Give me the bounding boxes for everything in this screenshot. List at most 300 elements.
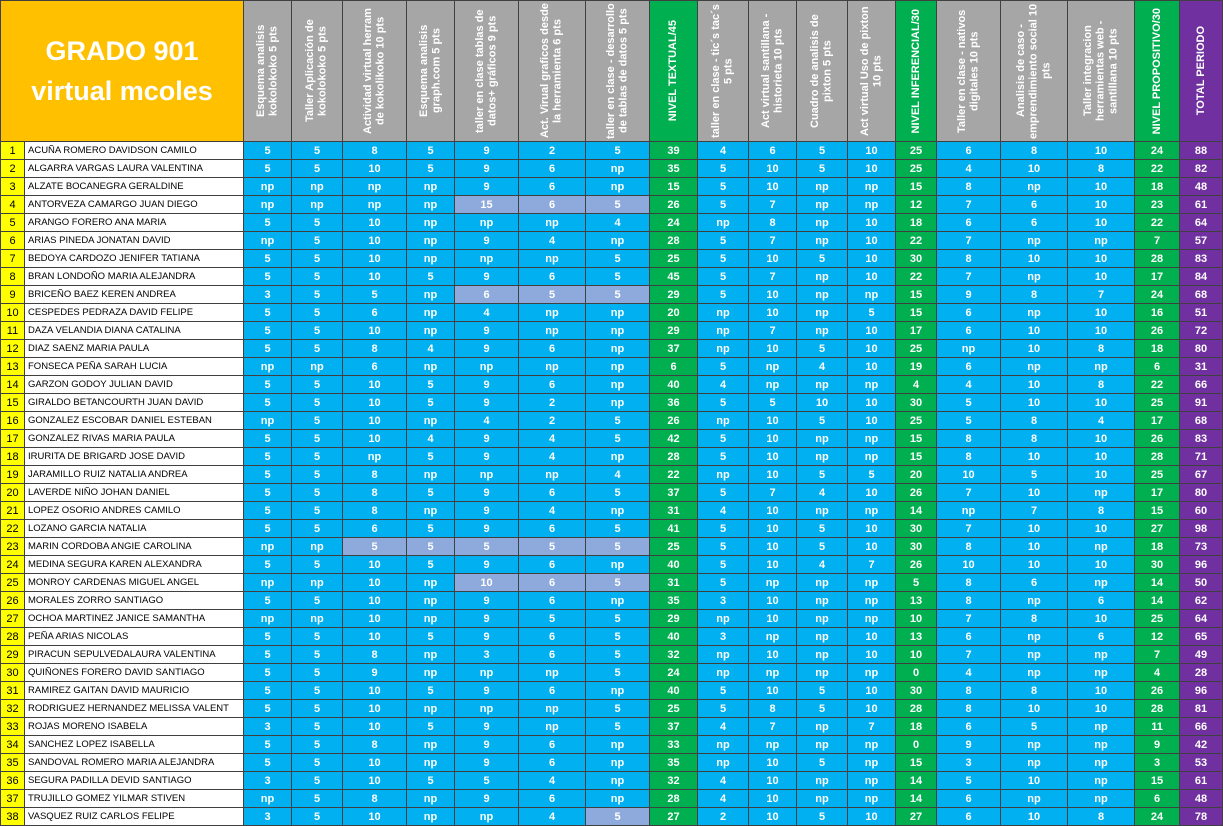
student-name[interactable]: ACUÑA ROMERO DAVIDSON CAMILO [25,142,244,160]
score-cell[interactable]: np [698,340,749,358]
student-name[interactable]: MORALES ZORRO SANTIAGO [25,592,244,610]
score-cell[interactable]: 5 [292,556,343,574]
score-cell[interactable]: 9 [937,736,1001,754]
nivel-score-cell[interactable]: 27 [896,808,937,826]
score-cell[interactable]: np [698,466,749,484]
score-cell[interactable]: 5 [407,376,455,394]
nivel-score-cell[interactable]: 20 [650,304,698,322]
score-cell[interactable]: 5 [407,682,455,700]
nivel-score-cell[interactable]: 20 [896,466,937,484]
score-cell[interactable]: 5 [244,484,292,502]
score-cell[interactable]: 5 [698,178,749,196]
score-cell[interactable]: 8 [1068,160,1135,178]
row-number[interactable]: 12 [1,340,25,358]
score-cell[interactable]: 10 [343,232,407,250]
score-cell[interactable]: np [1068,538,1135,556]
score-cell[interactable]: np [937,340,1001,358]
score-cell[interactable]: np [343,196,407,214]
score-cell[interactable]: 7 [749,268,797,286]
total-score-cell[interactable]: 48 [1180,790,1223,808]
score-cell[interactable]: 6 [937,790,1001,808]
score-cell[interactable]: 5 [797,142,848,160]
nivel-score-cell[interactable]: 14 [1135,592,1180,610]
score-cell[interactable]: 5 [244,682,292,700]
score-cell[interactable]: np [698,322,749,340]
row-number[interactable]: 15 [1,394,25,412]
total-score-cell[interactable]: 64 [1180,610,1223,628]
score-cell[interactable]: 10 [1068,430,1135,448]
score-cell[interactable]: 10 [1001,520,1068,538]
row-number[interactable]: 8 [1,268,25,286]
nivel-score-cell[interactable]: 26 [650,412,698,430]
nivel-score-cell[interactable]: 30 [896,394,937,412]
score-cell[interactable]: 5 [1001,718,1068,736]
score-cell[interactable]: 10 [749,520,797,538]
nivel-score-cell[interactable]: 15 [1135,772,1180,790]
total-score-cell[interactable]: 98 [1180,520,1223,538]
score-cell[interactable]: 8 [1001,430,1068,448]
score-cell[interactable]: np [407,502,455,520]
row-number[interactable]: 29 [1,646,25,664]
nivel-score-cell[interactable]: 22 [1135,214,1180,232]
score-cell[interactable]: 5 [586,808,650,826]
total-score-cell[interactable]: 68 [1180,286,1223,304]
score-cell[interactable]: 7 [848,556,896,574]
score-cell[interactable]: 6 [519,556,586,574]
score-cell[interactable]: np [407,412,455,430]
score-cell[interactable]: np [586,394,650,412]
score-cell[interactable]: np [749,628,797,646]
score-cell[interactable]: 2 [519,394,586,412]
total-score-cell[interactable]: 28 [1180,664,1223,682]
score-cell[interactable]: np [797,322,848,340]
nivel-score-cell[interactable]: 30 [896,520,937,538]
student-name[interactable]: LAVERDE NIÑO JOHAN DANIEL [25,484,244,502]
score-cell[interactable]: np [244,196,292,214]
score-cell[interactable]: 5 [1001,466,1068,484]
score-cell[interactable]: 5 [343,538,407,556]
score-cell[interactable]: np [848,790,896,808]
score-cell[interactable]: 10 [749,610,797,628]
row-number[interactable]: 10 [1,304,25,322]
score-cell[interactable]: 9 [455,790,519,808]
score-cell[interactable]: 9 [455,232,519,250]
nivel-score-cell[interactable]: 42 [650,430,698,448]
nivel-score-cell[interactable]: 22 [650,466,698,484]
score-cell[interactable]: 10 [848,250,896,268]
score-cell[interactable]: 5 [848,466,896,484]
score-cell[interactable]: 5 [586,520,650,538]
score-cell[interactable]: 10 [1001,538,1068,556]
score-cell[interactable]: 4 [1068,412,1135,430]
score-cell[interactable]: 8 [937,592,1001,610]
score-cell[interactable]: 10 [1001,160,1068,178]
score-cell[interactable]: 5 [292,412,343,430]
score-cell[interactable]: np [1001,736,1068,754]
nivel-score-cell[interactable]: 24 [1135,808,1180,826]
score-cell[interactable]: 10 [343,268,407,286]
score-cell[interactable]: np [455,214,519,232]
score-cell[interactable]: np [292,610,343,628]
row-number[interactable]: 31 [1,682,25,700]
score-cell[interactable]: 5 [937,394,1001,412]
score-cell[interactable]: 5 [586,196,650,214]
score-cell[interactable]: 6 [937,808,1001,826]
score-cell[interactable]: 5 [407,538,455,556]
score-cell[interactable]: np [797,736,848,754]
score-cell[interactable]: 9 [455,502,519,520]
score-cell[interactable]: np [244,790,292,808]
score-cell[interactable]: 5 [292,700,343,718]
score-cell[interactable]: 4 [586,466,650,484]
score-cell[interactable]: 5 [698,232,749,250]
score-cell[interactable]: 5 [586,610,650,628]
score-cell[interactable]: np [586,502,650,520]
student-name[interactable]: BEDOYA CARDOZO JENIFER TATIANA [25,250,244,268]
score-cell[interactable]: 10 [848,700,896,718]
score-cell[interactable]: np [848,286,896,304]
score-cell[interactable]: 7 [1068,286,1135,304]
score-cell[interactable]: 6 [937,628,1001,646]
score-cell[interactable]: 5 [698,196,749,214]
score-cell[interactable]: 8 [937,538,1001,556]
score-cell[interactable]: 5 [407,268,455,286]
score-cell[interactable]: 9 [455,520,519,538]
score-cell[interactable]: 5 [698,358,749,376]
student-name[interactable]: ANTORVEZA CAMARGO JUAN DIEGO [25,196,244,214]
score-cell[interactable]: 5 [698,160,749,178]
score-cell[interactable]: np [244,178,292,196]
score-cell[interactable]: 5 [292,430,343,448]
score-cell[interactable]: 10 [343,214,407,232]
score-cell[interactable]: 6 [1068,628,1135,646]
score-cell[interactable]: np [586,736,650,754]
nivel-score-cell[interactable]: 25 [1135,610,1180,628]
score-cell[interactable]: 5 [407,556,455,574]
score-cell[interactable]: 8 [749,214,797,232]
score-cell[interactable]: np [586,304,650,322]
score-cell[interactable]: np [1068,484,1135,502]
score-cell[interactable]: np [1068,772,1135,790]
score-cell[interactable]: 5 [586,268,650,286]
score-cell[interactable]: 10 [749,304,797,322]
student-name[interactable]: MARIN CORDOBA ANGIE CAROLINA [25,538,244,556]
score-cell[interactable]: 6 [1068,592,1135,610]
row-number[interactable]: 30 [1,664,25,682]
total-score-cell[interactable]: 80 [1180,484,1223,502]
score-cell[interactable]: 10 [848,682,896,700]
score-cell[interactable]: 10 [848,322,896,340]
nivel-score-cell[interactable]: 5 [896,574,937,592]
total-score-cell[interactable]: 82 [1180,160,1223,178]
score-cell[interactable]: np [519,250,586,268]
student-name[interactable]: ARIAS PINEDA JONATAN DAVID [25,232,244,250]
score-cell[interactable]: 4 [519,772,586,790]
score-cell[interactable]: np [797,286,848,304]
score-cell[interactable]: np [455,466,519,484]
score-cell[interactable]: 5 [244,466,292,484]
score-cell[interactable]: 5 [244,394,292,412]
score-cell[interactable]: 10 [455,574,519,592]
score-cell[interactable]: np [519,214,586,232]
score-cell[interactable]: 5 [797,754,848,772]
total-score-cell[interactable]: 60 [1180,502,1223,520]
score-cell[interactable]: 5 [244,340,292,358]
score-cell[interactable]: 2 [519,412,586,430]
row-number[interactable]: 14 [1,376,25,394]
score-cell[interactable]: 5 [292,754,343,772]
nivel-score-cell[interactable]: 28 [896,700,937,718]
nivel-score-cell[interactable]: 0 [896,664,937,682]
score-cell[interactable]: 10 [749,340,797,358]
score-cell[interactable]: np [407,574,455,592]
nivel-score-cell[interactable]: 30 [896,250,937,268]
score-cell[interactable]: 10 [1068,142,1135,160]
row-number[interactable]: 1 [1,142,25,160]
score-cell[interactable]: 7 [937,610,1001,628]
score-cell[interactable]: 5 [586,250,650,268]
score-cell[interactable]: 5 [407,484,455,502]
score-cell[interactable]: 8 [343,646,407,664]
score-cell[interactable]: 10 [1068,448,1135,466]
student-name[interactable]: GONZALEZ ESCOBAR DANIEL ESTEBAN [25,412,244,430]
score-cell[interactable]: np [1001,268,1068,286]
score-cell[interactable]: 3 [244,718,292,736]
score-cell[interactable]: np [797,268,848,286]
nivel-score-cell[interactable]: 22 [1135,376,1180,394]
nivel-score-cell[interactable]: 24 [650,664,698,682]
nivel-score-cell[interactable]: 25 [1135,394,1180,412]
score-cell[interactable]: 9 [937,286,1001,304]
row-number[interactable]: 23 [1,538,25,556]
score-cell[interactable]: 9 [455,628,519,646]
row-number[interactable]: 21 [1,502,25,520]
score-cell[interactable]: 10 [343,772,407,790]
nivel-score-cell[interactable]: 14 [896,790,937,808]
score-cell[interactable]: 5 [244,736,292,754]
score-cell[interactable]: 7 [848,718,896,736]
score-cell[interactable]: np [586,772,650,790]
score-cell[interactable]: np [407,736,455,754]
student-name[interactable]: ROJAS MORENO ISABELA [25,718,244,736]
nivel-score-cell[interactable]: 24 [650,214,698,232]
score-cell[interactable]: np [749,574,797,592]
score-cell[interactable]: 6 [1001,196,1068,214]
score-cell[interactable]: np [797,304,848,322]
total-score-cell[interactable]: 57 [1180,232,1223,250]
score-cell[interactable]: 9 [455,484,519,502]
score-cell[interactable]: 10 [1068,394,1135,412]
nivel-score-cell[interactable]: 37 [650,484,698,502]
score-cell[interactable]: np [797,214,848,232]
score-cell[interactable]: np [455,700,519,718]
row-number[interactable]: 3 [1,178,25,196]
score-cell[interactable]: np [1068,358,1135,376]
score-cell[interactable]: 5 [749,394,797,412]
nivel-score-cell[interactable]: 37 [650,718,698,736]
nivel-score-cell[interactable]: 10 [896,646,937,664]
score-cell[interactable]: np [797,610,848,628]
score-cell[interactable]: 8 [1068,376,1135,394]
row-number[interactable]: 34 [1,736,25,754]
nivel-score-cell[interactable]: 3 [1135,754,1180,772]
score-cell[interactable]: np [455,664,519,682]
score-cell[interactable]: 10 [749,592,797,610]
score-cell[interactable]: np [407,610,455,628]
score-cell[interactable]: np [586,682,650,700]
score-cell[interactable]: 4 [797,556,848,574]
score-cell[interactable]: 5 [292,646,343,664]
score-cell[interactable]: 10 [343,376,407,394]
score-cell[interactable]: 10 [1001,700,1068,718]
score-cell[interactable]: 5 [343,286,407,304]
score-cell[interactable]: 5 [292,682,343,700]
score-cell[interactable]: 8 [937,178,1001,196]
nivel-score-cell[interactable]: 12 [1135,628,1180,646]
score-cell[interactable]: 4 [698,790,749,808]
score-cell[interactable]: 9 [455,160,519,178]
score-cell[interactable]: 5 [292,718,343,736]
score-cell[interactable]: np [797,448,848,466]
score-cell[interactable]: 10 [343,808,407,826]
score-cell[interactable]: np [407,232,455,250]
score-cell[interactable]: np [749,664,797,682]
score-cell[interactable]: np [586,358,650,376]
student-name[interactable]: SANCHEZ LOPEZ ISABELLA [25,736,244,754]
score-cell[interactable]: 5 [698,268,749,286]
score-cell[interactable]: 5 [292,736,343,754]
score-cell[interactable]: np [848,448,896,466]
score-cell[interactable]: np [455,808,519,826]
nivel-score-cell[interactable]: 9 [1135,736,1180,754]
score-cell[interactable]: 7 [937,484,1001,502]
nivel-score-cell[interactable]: 28 [650,790,698,808]
score-cell[interactable]: 6 [343,520,407,538]
score-cell[interactable]: np [586,340,650,358]
nivel-score-cell[interactable]: 37 [650,340,698,358]
student-name[interactable]: DAZA VELANDIA DIANA CATALINA [25,322,244,340]
score-cell[interactable]: 3 [244,286,292,304]
nivel-score-cell[interactable]: 24 [1135,286,1180,304]
score-cell[interactable]: 8 [937,430,1001,448]
student-name[interactable]: BRICEÑO BAEZ KEREN ANDREA [25,286,244,304]
score-cell[interactable]: 10 [749,178,797,196]
nivel-score-cell[interactable]: 22 [1135,160,1180,178]
student-name[interactable]: VASQUEZ RUIZ CARLOS FELIPE [25,808,244,826]
total-score-cell[interactable]: 62 [1180,592,1223,610]
score-cell[interactable]: 5 [292,628,343,646]
nivel-score-cell[interactable]: 15 [896,754,937,772]
student-name[interactable]: MONROY CARDENAS MIGUEL ANGEL [25,574,244,592]
score-cell[interactable]: 7 [749,718,797,736]
score-cell[interactable]: 10 [1001,322,1068,340]
nivel-score-cell[interactable]: 31 [650,502,698,520]
score-cell[interactable]: 5 [292,340,343,358]
score-cell[interactable]: 5 [698,484,749,502]
nivel-score-cell[interactable]: 22 [896,232,937,250]
score-cell[interactable]: 3 [244,808,292,826]
nivel-score-cell[interactable]: 25 [896,340,937,358]
score-cell[interactable]: np [519,664,586,682]
nivel-score-cell[interactable]: 25 [896,142,937,160]
score-cell[interactable]: np [797,502,848,520]
score-cell[interactable]: np [1001,790,1068,808]
score-cell[interactable]: np [292,538,343,556]
score-cell[interactable]: 10 [749,754,797,772]
score-cell[interactable]: 6 [519,520,586,538]
score-cell[interactable]: 2 [698,808,749,826]
nivel-score-cell[interactable]: 15 [896,430,937,448]
score-cell[interactable]: np [244,574,292,592]
score-cell[interactable]: 10 [749,682,797,700]
nivel-score-cell[interactable]: 16 [1135,304,1180,322]
score-cell[interactable]: np [244,538,292,556]
score-cell[interactable]: np [519,358,586,376]
row-number[interactable]: 25 [1,574,25,592]
nivel-score-cell[interactable]: 25 [650,538,698,556]
score-cell[interactable]: np [586,556,650,574]
score-cell[interactable]: 10 [848,340,896,358]
score-cell[interactable]: np [1001,646,1068,664]
score-cell[interactable]: 5 [698,520,749,538]
nivel-score-cell[interactable]: 26 [1135,322,1180,340]
student-name[interactable]: ARANGO FORERO ANA MARIA [25,214,244,232]
score-cell[interactable]: np [698,754,749,772]
nivel-score-cell[interactable]: 18 [1135,538,1180,556]
score-cell[interactable]: 10 [1001,556,1068,574]
score-cell[interactable]: 10 [343,718,407,736]
score-cell[interactable]: np [586,376,650,394]
score-cell[interactable]: 5 [698,286,749,304]
nivel-score-cell[interactable]: 35 [650,592,698,610]
score-cell[interactable]: 10 [848,538,896,556]
score-cell[interactable]: np [292,178,343,196]
score-cell[interactable]: 9 [455,592,519,610]
score-cell[interactable]: np [797,574,848,592]
score-cell[interactable]: 5 [244,430,292,448]
score-cell[interactable]: np [1001,592,1068,610]
student-name[interactable]: DIAZ SAENZ MARIA PAULA [25,340,244,358]
score-cell[interactable]: np [292,574,343,592]
score-cell[interactable]: np [797,178,848,196]
score-cell[interactable]: 5 [244,628,292,646]
score-cell[interactable]: 5 [586,700,650,718]
total-score-cell[interactable]: 83 [1180,430,1223,448]
total-score-cell[interactable]: 50 [1180,574,1223,592]
score-cell[interactable]: np [1068,232,1135,250]
total-score-cell[interactable]: 96 [1180,682,1223,700]
score-cell[interactable]: np [244,610,292,628]
score-cell[interactable]: 4 [519,448,586,466]
score-cell[interactable]: 10 [1001,448,1068,466]
score-cell[interactable]: np [848,376,896,394]
score-cell[interactable]: np [1068,790,1135,808]
score-cell[interactable]: 4 [698,502,749,520]
score-cell[interactable]: np [1001,232,1068,250]
score-cell[interactable]: 5 [292,772,343,790]
score-cell[interactable]: np [407,214,455,232]
nivel-score-cell[interactable]: 25 [896,160,937,178]
score-cell[interactable]: 6 [455,286,519,304]
score-cell[interactable]: 10 [848,358,896,376]
student-name[interactable]: LOPEZ OSORIO ANDRES CAMILO [25,502,244,520]
score-cell[interactable]: 10 [848,142,896,160]
score-cell[interactable]: np [407,196,455,214]
score-cell[interactable]: 3 [698,592,749,610]
score-cell[interactable]: np [749,376,797,394]
score-cell[interactable]: 4 [698,142,749,160]
score-cell[interactable]: 8 [937,250,1001,268]
